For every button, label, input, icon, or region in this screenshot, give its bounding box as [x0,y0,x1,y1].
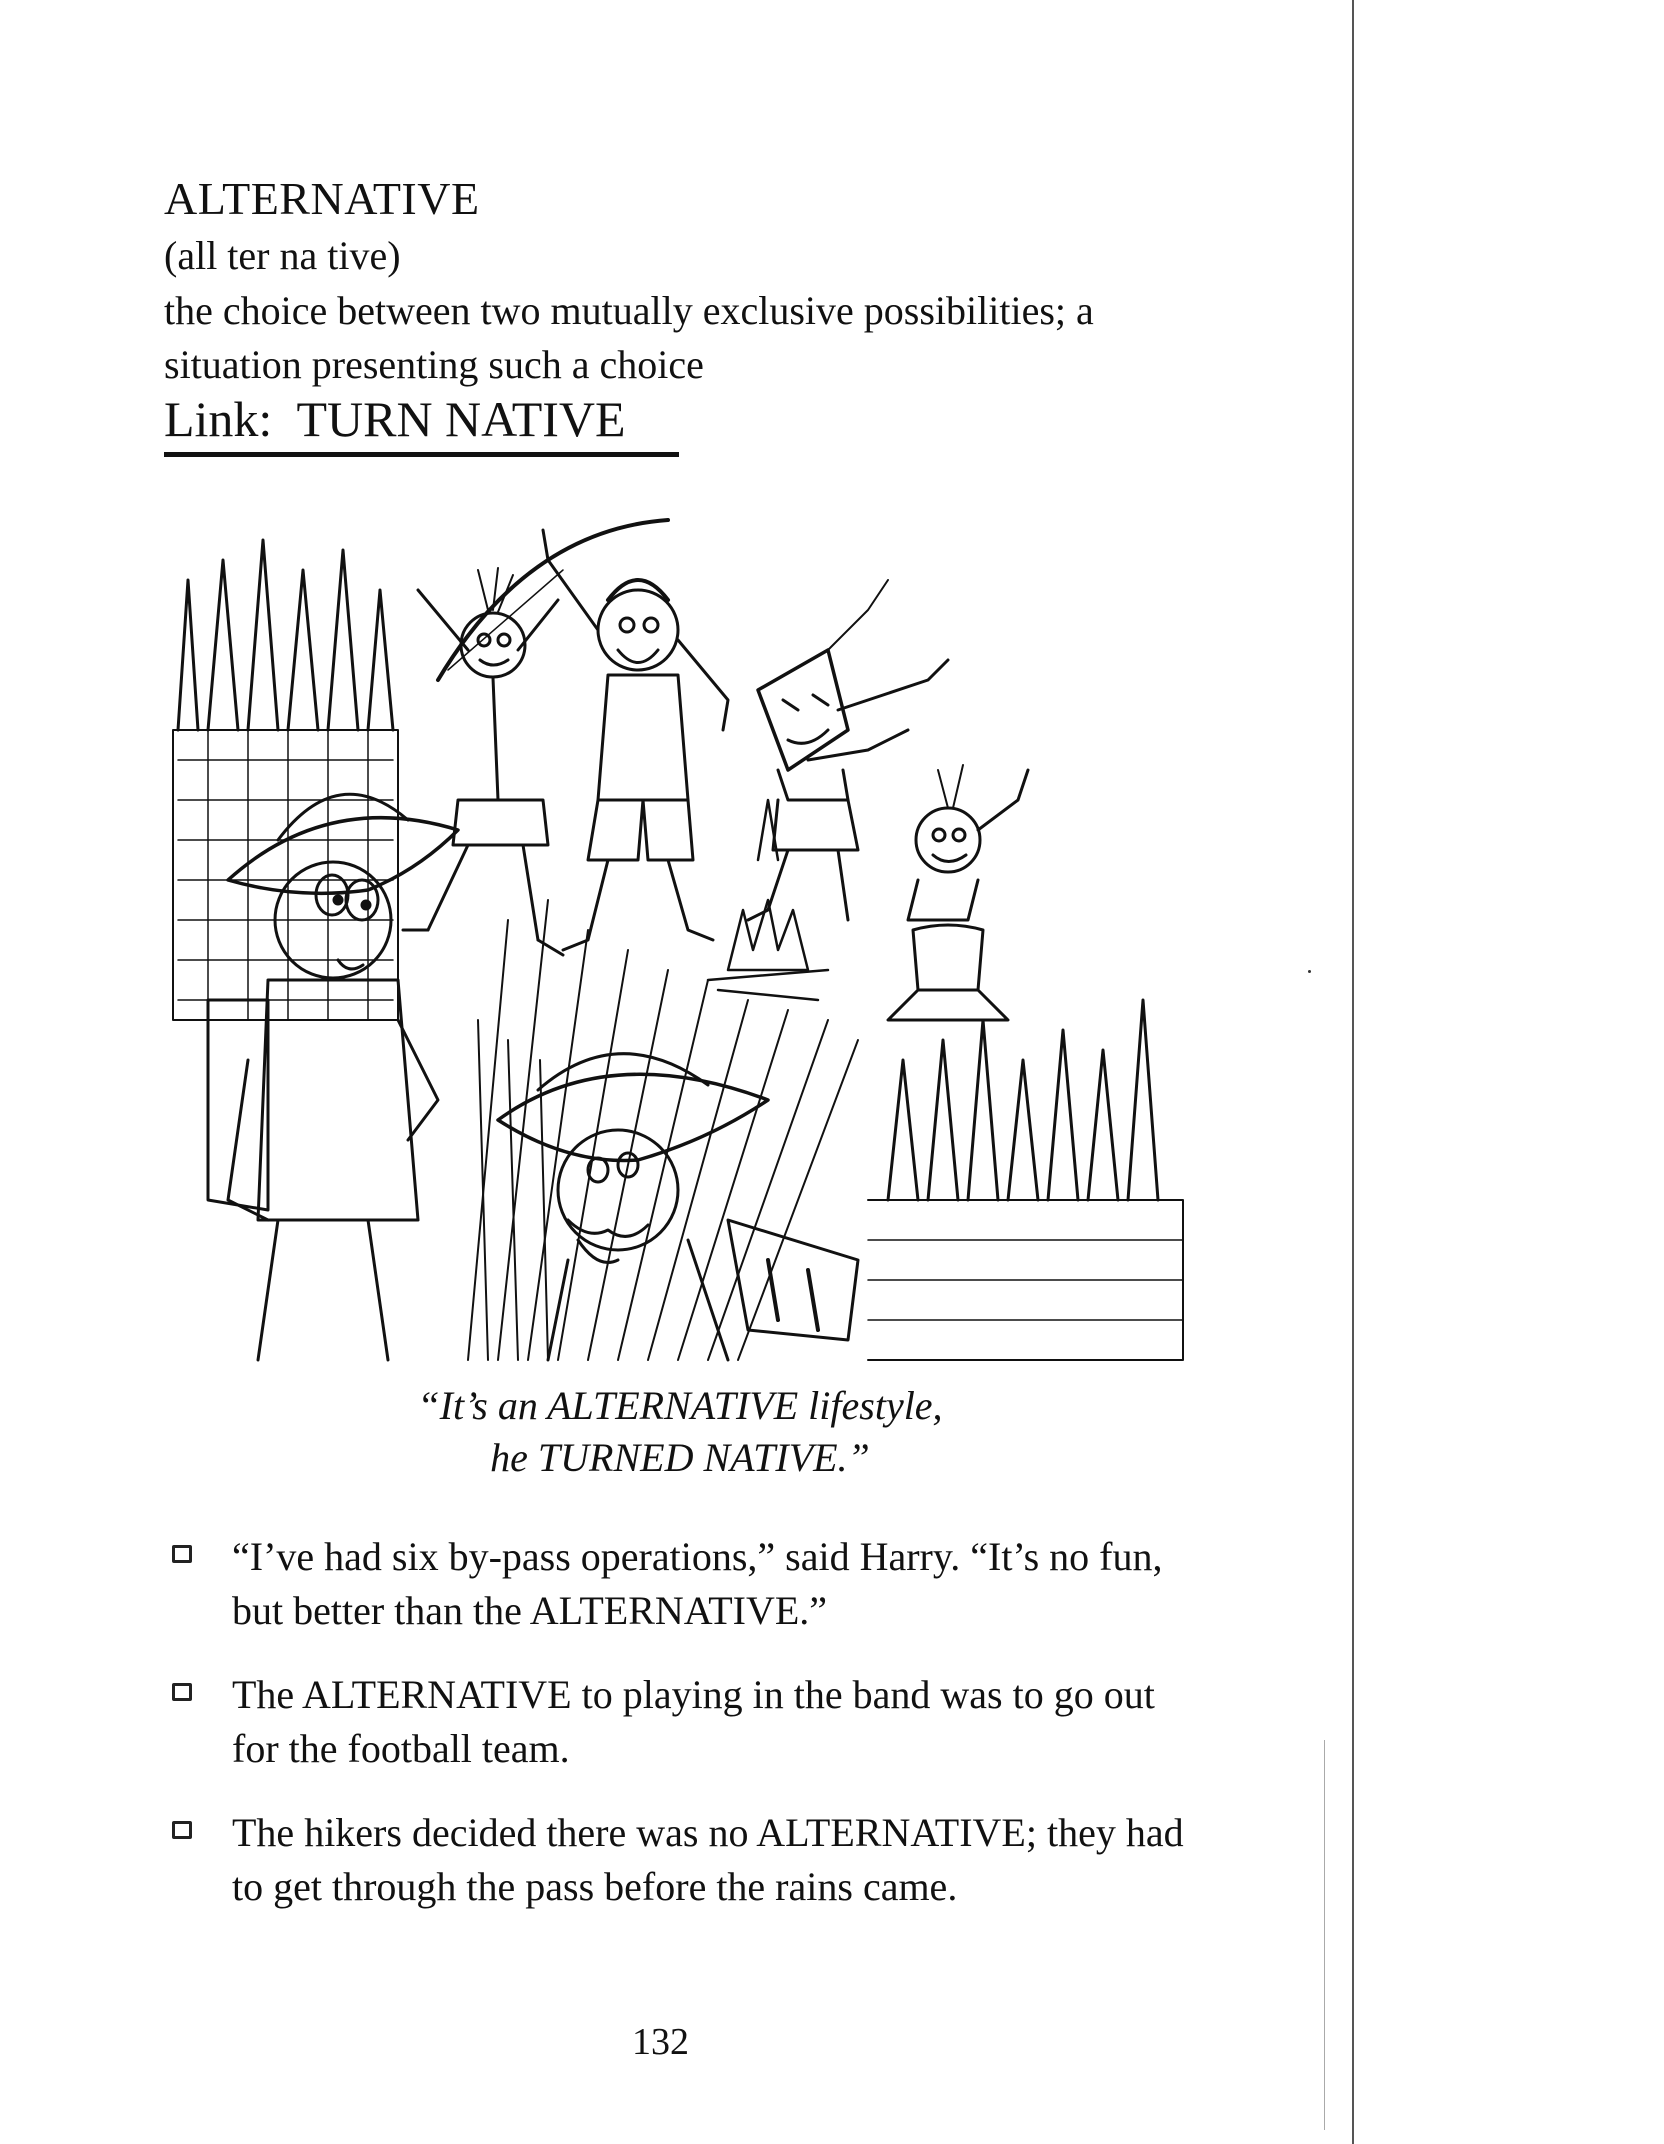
example-text: The hikers decided there was no ALTERNATIVE; they had to get through the pass before the rains came. [232,1810,1184,1909]
page-edge-rule-secondary [1324,1740,1325,2130]
link-underline [164,452,679,457]
illustration-caption [180,1380,1180,1484]
dancer-drummer [888,765,1028,1020]
grass-left [173,540,398,1020]
campfire [708,800,828,1000]
definition: the choice between two mutually exclusive possibilities; a situation presenting such a choice [164,288,1094,387]
page-number: 132 [632,2021,689,2063]
cartoon-illustration [168,500,1188,1370]
dancer-mask [748,580,948,920]
grass-right [868,1000,1183,1360]
explorer-right [498,1054,858,1360]
caption-line-1: “It’s an ALTERNATIVE lifestyle, [417,1383,943,1428]
link-line [164,390,626,448]
dancer-bearded [543,530,728,950]
explorer-left [208,794,458,1360]
example-text: The ALTERNATIVE to playing in the band was to go out for the football team. [232,1672,1155,1771]
caption-line-2: he TURNED NATIVE.” [490,1435,870,1480]
link-label: Link: [164,391,273,447]
checkbox-icon[interactable] [172,1545,192,1563]
headword: ALTERNATIVE [164,173,480,224]
checkbox-icon[interactable] [172,1821,192,1839]
page-edge-rule [1352,0,1354,2144]
checkbox-icon[interactable] [172,1683,192,1701]
dancer-bow [403,520,668,955]
pronunciation: (all ter na tive) [164,233,401,278]
example-text: “I’ve had six by-pass operations,” said Harry. “It’s no fun, but better than the ALTERNATIVE.” [232,1534,1163,1633]
link-word: TURN NATIVE [296,391,626,447]
speck [1308,970,1311,973]
